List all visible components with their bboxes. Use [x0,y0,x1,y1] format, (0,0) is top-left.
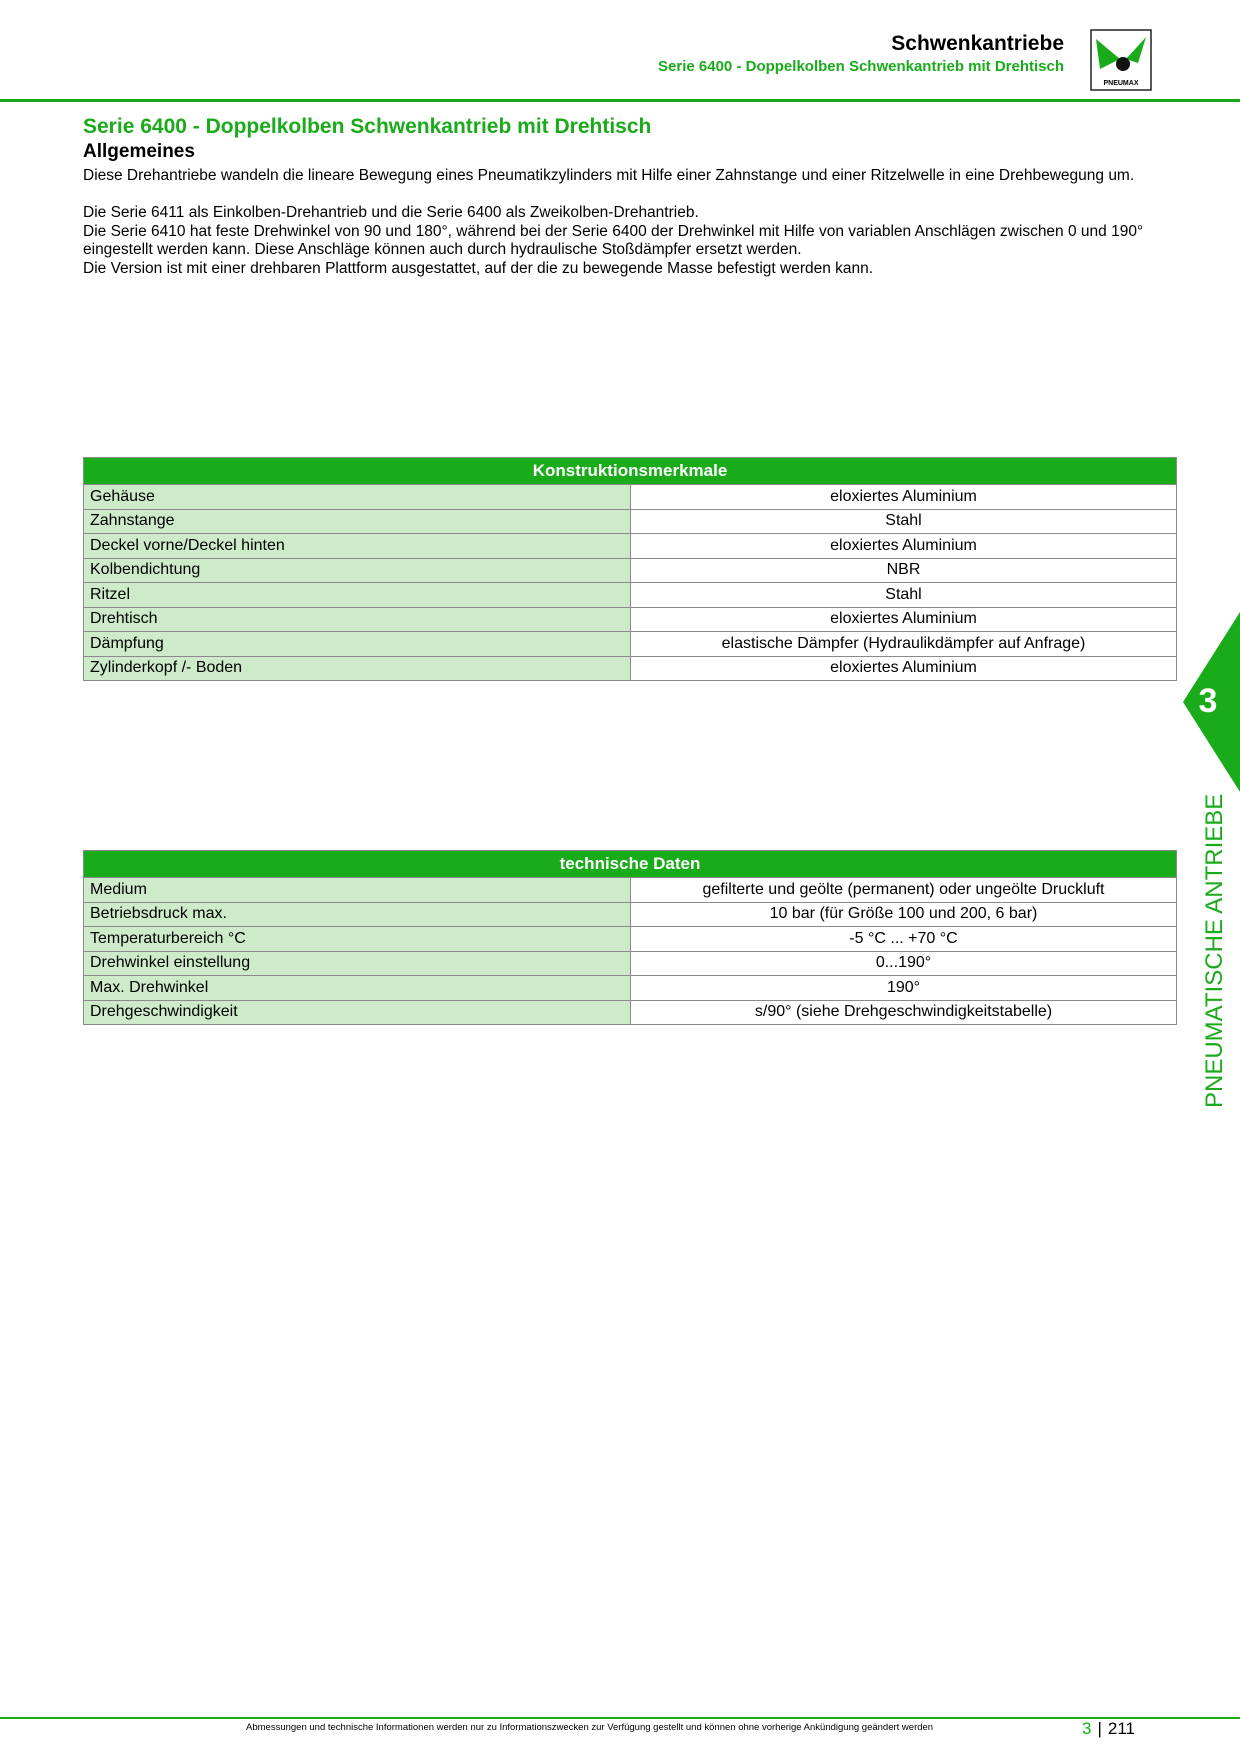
row-label: Temperaturbereich °C [84,927,631,952]
table-row [84,583,1177,608]
table-row [84,976,1177,1001]
row-value: s/90° (siehe Drehgeschwindigkeitstabelle) [631,1000,1177,1025]
row-value: eloxiertes Aluminium [631,534,1177,559]
row-label: Drehwinkel einstellung [84,951,631,976]
header-subtitle: Serie 6400 - Doppelkolben Schwenkantrieb mit Drehtisch [658,58,1064,75]
chapter-label-text: PNEUMATISCHE ANTRIEBE [1201,793,1228,1108]
row-label: Drehtisch [84,607,631,632]
page-number [1082,1719,1135,1739]
table-row [84,927,1177,952]
page-separator: | [1097,1719,1102,1738]
page-title: Serie 6400 - Doppelkolben Schwenkantrieb mit Drehtisch [83,115,652,138]
row-label: Dämpfung [84,632,631,657]
table-row [84,558,1177,583]
header-title: Schwenkantriebe [891,32,1064,55]
intro-paragraph: Die Serie 6411 als Einkolben-Drehantrieb und die Serie 6400 als Zweikolben-Drehantrieb. [83,204,699,221]
footer-disclaimer: Abmessungen und technische Informationen werden nur zu Informationszwecken zur Verfügung gestellt und können ohne vorherige Ankündigung geändert werden [246,1722,934,1733]
row-value: eloxiertes Aluminium [631,607,1177,632]
row-label: Kolbendichtung [84,558,631,583]
row-label: Zylinderkopf /- Boden [84,656,631,681]
row-value: Stahl [631,583,1177,608]
row-value: gefilterte und geölte (permanent) oder ungeölte Druckluft [631,878,1177,903]
row-value: eloxiertes Aluminium [631,656,1177,681]
footer-rule [0,1717,1240,1719]
row-label: Medium [84,878,631,903]
row-label: Zahnstange [84,509,631,534]
row-value: NBR [631,558,1177,583]
row-value: 190° [631,976,1177,1001]
intro-paragraph: Diese Drehantriebe wandeln die lineare Bewegung eines Pneumatikzylinders mit Hilfe einer Zahnstange und einer Ritzelwelle in eine Drehbewegung um. [83,167,1135,184]
construction-table-header: Konstruktionsmerkmale [84,458,1177,485]
table-row [84,632,1177,657]
table-row [84,534,1177,559]
pneumax-logo [1090,29,1152,91]
logo-text: PNEUMAX [1103,80,1139,87]
footer-page-number: 211 [1107,1719,1135,1738]
table-row [84,485,1177,510]
construction-table [83,457,1177,681]
technical-data-table-header: technische Daten [84,851,1177,878]
table-row [84,902,1177,927]
row-label: Drehgeschwindigkeit [84,1000,631,1025]
row-value: 0...190° [631,951,1177,976]
row-value: Stahl [631,509,1177,534]
row-label: Deckel vorne/Deckel hinten [84,534,631,559]
chapter-number: 3 [1198,682,1218,720]
row-label: Gehäuse [84,485,631,510]
row-label: Betriebsdruck max. [84,902,631,927]
intro-paragraph: Die Serie 6410 hat feste Drehwinkel von 90 und 180°, während bei der Serie 6400 der Drehwinkel mit Hilfe von variablen Anschlägen zwischen 0 und 190° eingestellt werden kann. Diese Anschläge können auch durch hydraulische Stoßdämpfer ersetzt werden. [83,222,1144,258]
row-label: Ritzel [84,583,631,608]
header-rule [0,99,1240,102]
table-row [84,656,1177,681]
row-label: Max. Drehwinkel [84,976,631,1001]
intro-text [83,167,1153,278]
footer-chapter: 3 [1082,1719,1092,1738]
row-value: 10 bar (für Größe 100 und 200, 6 bar) [631,902,1177,927]
row-value: -5 °C ... +70 °C [631,927,1177,952]
row-value: eloxiertes Aluminium [631,485,1177,510]
intro-paragraph: Die Version ist mit einer drehbaren Plattform ausgestattet, auf der die zu bewegende Masse befestigt werden kann. [83,259,874,277]
section-title: Allgemeines [83,141,195,162]
row-value: elastische Dämpfer (Hydraulikdämpfer auf Anfrage) [631,632,1177,657]
table-row [84,607,1177,632]
table-row [84,1000,1177,1025]
table-row [84,509,1177,534]
technical-data-table [83,850,1177,1025]
table-row [84,878,1177,903]
table-row [84,951,1177,976]
